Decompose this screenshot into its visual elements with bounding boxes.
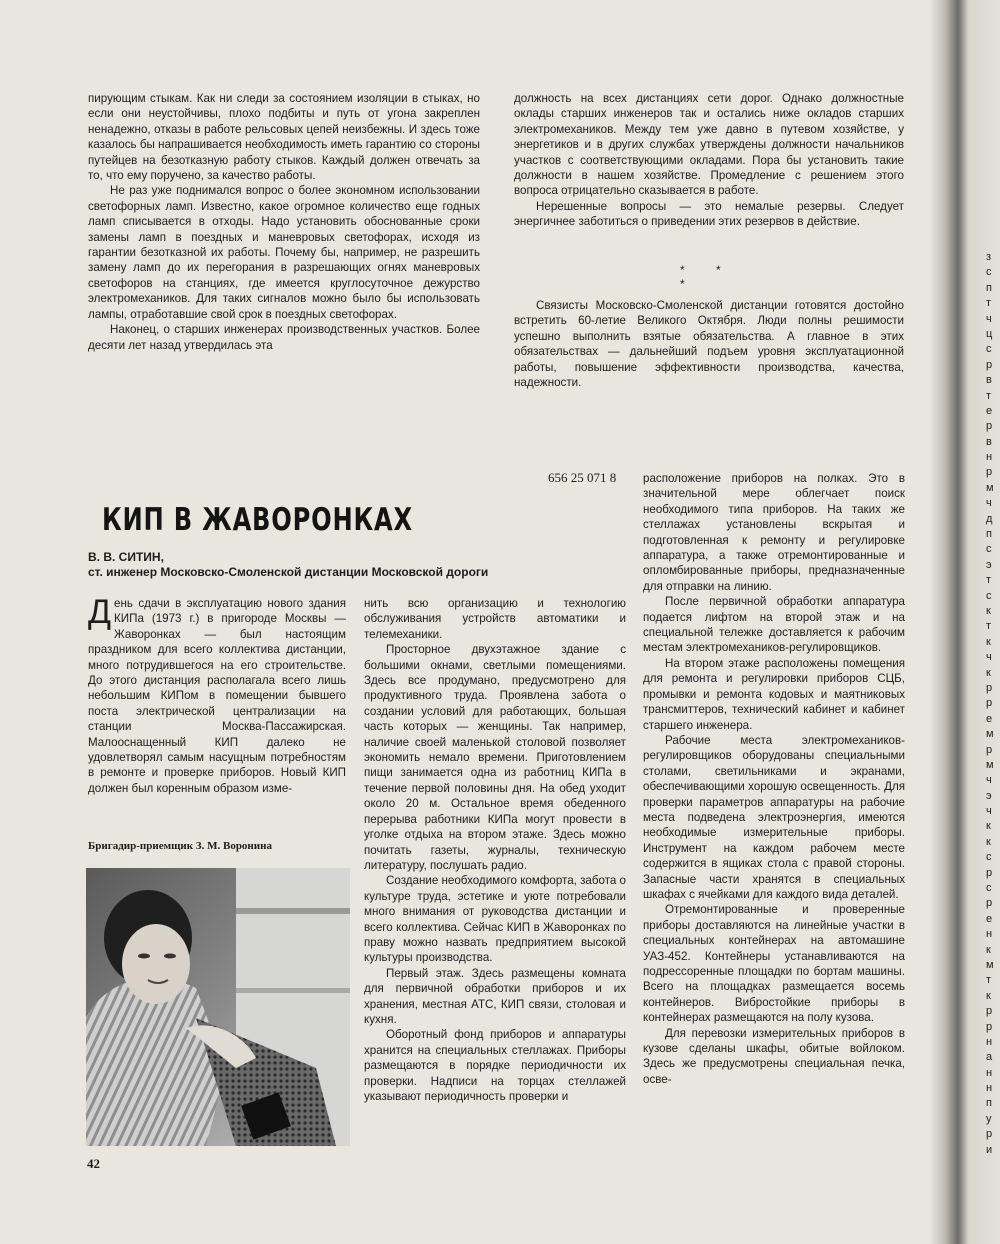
edge-letter: р (986, 1128, 993, 1141)
paragraph: На втором этаже расположены помещения для ремонта и регулировки приборов СЦБ, промывки и ремонта кодовых и маятниковых трансмиттеров, технический кабинет и кабинет старшего инженера. (643, 656, 905, 732)
edge-letter: р (986, 420, 993, 433)
paragraph: Нерешенные вопросы — это немалые резервы. Следует энергичнее заботиться о приведении этих резервов в действие. (514, 199, 904, 229)
paragraph: Просторное двухэтажное здание с большими окнами, светлыми помещениями. Здесь все продумано, предусмотрено для продуктивного труда. Проявлена забота о создании условий для работающих, большая часть которых — женщины. Так например, наличие своей маленькой столовой позволяет экономить немало времени. Приготовлением пищи занимается одна из работниц КИПа в течение первой половины дня. На обед уходит около 20 м. Остальное время обеденного перерыва работники КИПа могут провести в уголке отдыха на втором этаже. Здесь можно почитать газеты, журналы, техническую литературу, послушать радио. (364, 643, 626, 872)
author-position: ст. инженер Московско-Смоленской дистанции Московской дороги (88, 565, 489, 579)
edge-letter: ч (986, 312, 992, 325)
section-separator: * * * (680, 263, 735, 291)
paragraph: После первичной обработки аппаратура подается лифтом на второй этаж и на специальной тележке доставляется к рабочим местам электромехаников-регулировщиков. (643, 595, 905, 655)
edge-letter: е (986, 404, 993, 417)
edge-letter: т (986, 620, 992, 633)
edge-letter: р (986, 1005, 993, 1018)
edge-letter: р (986, 866, 993, 879)
article-author: В. В. СИТИН, (88, 550, 164, 564)
edge-letter: р (986, 466, 993, 479)
edge-letter: к (986, 666, 991, 679)
edge-letter: к (986, 635, 991, 648)
edge-letter: р (986, 897, 993, 910)
edge-letter: м (986, 758, 994, 771)
facing-page-edge-text (986, 250, 1000, 1158)
paragraph (88, 593, 346, 796)
paragraph: должность на всех дистанциях сети дорог. Однако должностные оклады старших инженеров так и остались ниже окладов старших электромехаников. Между тем уже давно в путевом хозяйстве, у энергетиков и в других службах утверждены должности начальников участков с соответствующими окладами. Пора бы установить такие должности в нашем хозяйстве. Промедление с решением этого вопроса отрицательно сказывается в работе. (514, 92, 904, 198)
paragraph-text: ень сдачи в эксплуатацию нового здания КИПа (1973 г.) в пригороде Москвы — Жаворонках — был настоящим праздником для всего коллектива дистанции, много потрудившегося на его строительстве. До этого дистанция располагала всего лишь небольшим КИПом в помещении бывшего поста электрической централизации на станции Москва-Пассажирская. Малооснащенный КИП далеко не удовлетворял самым насущным потребностям в ремонте и проверке приборов. Новый КИП должен был коренным образом изме- (88, 597, 346, 795)
edge-letter: п (986, 1097, 992, 1110)
edge-letter: т (986, 574, 992, 587)
paragraph: Связисты Московско-Смоленской дистанции готовятся достойно встретить 60-летие Великого Октября. Люди полны решимости успешно выполнить взятые обязательства. А главное в этих обязательствах — дальнейший подъем уровня эксплуатационной работы, повышение эффективности производства, качества, надежности. (514, 299, 904, 390)
photo-caption: Бригадир-приемщик З. М. Воронина (88, 840, 272, 852)
photo-worker (86, 868, 350, 1146)
edge-letter: е (986, 712, 993, 725)
edge-letter: э (986, 558, 992, 571)
edge-letter: т (986, 297, 992, 310)
edge-letter: с (986, 589, 992, 602)
edge-letter: ч (986, 497, 992, 510)
edge-letter: р (986, 358, 993, 371)
edge-letter: н (986, 1035, 993, 1048)
edge-letter: ч (986, 774, 992, 787)
edge-letter: р (986, 1020, 993, 1033)
edge-letter: н (986, 928, 993, 941)
paragraph: нить всю организацию и технологию обслуживания устройств автоматики и телемеханики. (364, 597, 626, 641)
edge-letter: с (986, 543, 992, 556)
edge-letter: а (986, 1051, 993, 1064)
edge-letter: к (986, 989, 991, 1002)
edge-letter: м (986, 481, 994, 494)
edge-letter: в (986, 374, 992, 387)
edge-letter: р (986, 681, 993, 694)
paragraph: Рабочие места электромехаников-регулировщиков оборудованы специальными столами, светильниками и экранами, обеспечивающими хорошую освещенность. Для проверки параметров аппаратуры на рабочие места подведена электроэнергия, имеются необходимые измерительные приборы. Инструмент на каждом рабочем месте содержится в ящиках стола с правой стороны. Запасные части хранятся в специальных шкафах с ячейками для каждого вида деталей. (643, 733, 905, 901)
edge-letter: т (986, 974, 992, 987)
paragraph: Для перевозки измерительных приборов в кузове сделаны шкафы, обитые войлоком. Здесь же предусмотрены специальная печка, осве- (643, 1026, 905, 1086)
edge-letter: д (986, 512, 993, 525)
edge-letter: п (986, 281, 992, 294)
article-column-3 (643, 471, 905, 1087)
edge-letter: к (986, 820, 991, 833)
edge-letter: р (986, 743, 993, 756)
paragraph: Не раз уже поднимался вопрос о более экономном использовании светофорных ламп. Известно, какое огромное количество еще годных ламп списывается в отходы. Надо установить обоснованные сроки замены ламп в поездных и маневровых светофорах, исходя из гарантии безотказной их работы. Почему бы, например, не разрешить замену ламп до их перегорания в разрешающих огнях маневровых светофоров на станциях, где имеется круглосуточное дежурство электромехаников. Для таких сигналов можно было бы использовать лампы, отработавшие свой срок в поездных светофорах. (88, 184, 480, 321)
edge-letter: т (986, 389, 992, 402)
paragraph: Отремонтированные и проверенные приборы доставляются на линейные участки в специальных контейнерах на автомашине УАЗ-452. Контейнеры устанавливаются на подрессоренные площадки по бортам машины. Всего на площадках размещается восемь контейнеров. Вибростойкие приборы в контейнерах размещаются на полу кузова. (643, 903, 905, 1025)
edge-letter: к (986, 943, 991, 956)
paragraph: пирующим стыкам. Как ни следи за состоянием изоляции в стыках, но если они неустойчивы, плохо подбиты и путь от угона закреплен ненадежно, отказы в работе рельсовых цепей неизбежны. И здесь тоже казалось бы напрашивается необходимость иметь гарантию со стороны путейцев на безотказную работу стыков. Каждый должен отвечать за то, что ему поручено, за качество работы. (88, 92, 480, 183)
edge-letter: к (986, 604, 991, 617)
edge-letter: м (986, 728, 994, 741)
paragraph: Создание необходимого комфорта, забота о культуре труда, эстетике и уюте потребовали много внимания от руководства дистанции и всего коллектива. Сейчас КИП в Жаворонках по праву можно назвать предприятием высокой культуры производства. (364, 874, 626, 965)
article-title: КИП В ЖАВОРОНКАХ (102, 502, 413, 538)
top-right-column-continued (514, 298, 904, 390)
paragraph: Оборотный фонд приборов и аппаратуры хранится на специальных стеллажах. Приборы размещаются в порядке периодичности их проверки. Надписи на торцах стеллажей указывают периодичность проверки и (364, 1028, 626, 1103)
page-number: 42 (87, 1156, 100, 1171)
top-left-column (88, 91, 480, 353)
paragraph: Наконец, о старших инженерах производственных участков. Более десяти лет назад утвердилась эта (88, 323, 480, 352)
edge-letter: к (986, 835, 991, 848)
article-column-2 (364, 596, 626, 1104)
edge-letter: с (986, 851, 992, 864)
drop-cap: Д (88, 593, 112, 631)
edge-letter: с (986, 343, 992, 356)
article-code: 656 25 071 8 (548, 470, 617, 485)
article-column-1 (88, 593, 346, 796)
edge-letter: э (986, 789, 992, 802)
edge-letter: ч (986, 805, 992, 818)
edge-letter: с (986, 882, 992, 895)
edge-letter: н (986, 1066, 993, 1079)
edge-letter: м (986, 958, 994, 971)
edge-letter: ц (986, 327, 993, 340)
edge-letter: з (986, 251, 992, 263)
edge-letter: в (986, 435, 992, 448)
paragraph: Первый этаж. Здесь размещены комната для первичной обработки приборов и их хранения, местная АТС, КИП связи, столовая и кухня. (364, 966, 626, 1026)
paragraph: расположение приборов на полках. Это в значительной мере облегчает поиск необходимого типа приборов. На таких же стеллажах установлены вскрытая и подготовленная к ремонту и регулировке аппаратура, а также отремонтированные и опломбированные приборы, предназначенные для отправки на линию. (643, 472, 905, 593)
edge-letter: н (986, 451, 993, 464)
edge-letter: и (986, 1143, 993, 1156)
edge-letter: п (986, 528, 992, 541)
edge-letter: е (986, 912, 993, 925)
edge-letter: р (986, 697, 993, 710)
top-right-column (514, 91, 904, 230)
edge-letter: с (986, 266, 992, 279)
edge-letter: у (986, 1112, 992, 1125)
edge-letter: ч (986, 651, 992, 664)
edge-letter: н (986, 1082, 993, 1095)
